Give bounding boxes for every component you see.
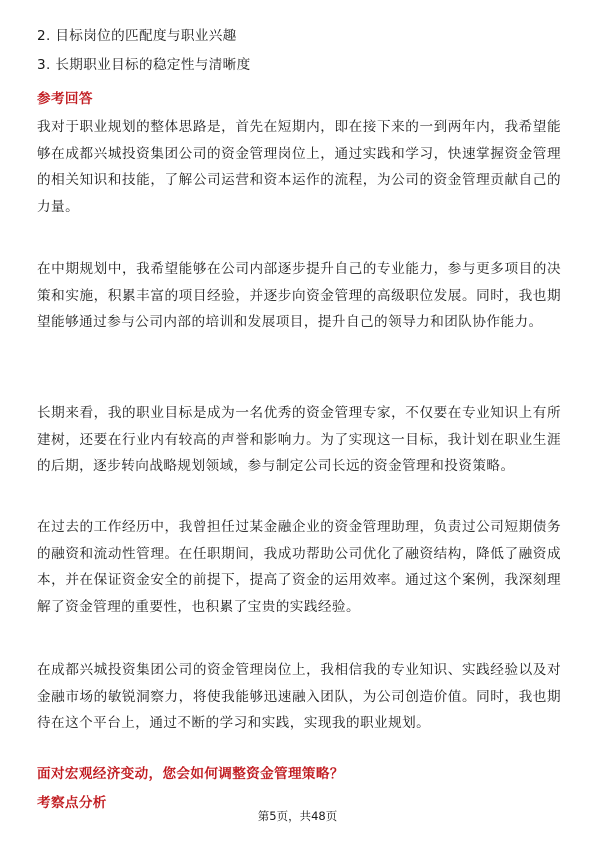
answer-paragraph-conclusion: 在成都兴城投资集团公司的资金管理岗位上，我相信我的专业知识、实践经验以及对金融市场的敏锐洞察力，将使我能够迅速融入团队，为公司创造价值。同时，我也期待在这个平台上，通过不断的学习和实践，实现我的职业规划。 xyxy=(37,662,561,731)
list-item-matching: 2. 目标岗位的匹配度与职业兴趣 xyxy=(37,28,237,44)
answer-paragraph-long-term: 长期来看，我的职业目标是成为一名优秀的资金管理专家，不仅要在专业知识上有所建树，还要在行业内有较高的声誉和影响力。为了实现这一目标，我计划在职业生涯的后期，逐步转向战略规划领域，参与制定公司长远的资金管理和投资策略。 xyxy=(37,405,561,474)
analysis-heading: 考察点分析 xyxy=(37,795,107,811)
next-question-heading: 面对宏观经济变动，您会如何调整资金管理策略？ xyxy=(37,766,344,782)
reference-answer-heading: 参考回答 xyxy=(37,91,93,107)
list-item-stability: 3. 长期职业目标的稳定性与清晰度 xyxy=(37,57,251,73)
page-footer: 第5页，共48页 xyxy=(257,809,338,823)
answer-paragraph-short-term: 我对于职业规划的整体思路是，首先在短期内，即在接下来的一到两年内，我希望能够在成都兴城投资集团公司的资金管理岗位上，通过实践和学习，快速掌握资金管理的相关知识和技能，了解公司运营和资本运作的流程，为公司的资金管理贡献自己的力量。 xyxy=(37,119,561,215)
answer-paragraph-mid-term: 在中期规划中，我希望能够在公司内部逐步提升自己的专业能力，参与更多项目的决策和实施，积累丰富的项目经验，并逐步向资金管理的高级职位发展。同时，我也期望能够通过参与公司内部的培训和发展项目，提升自己的领导力和团队协作能力。 xyxy=(37,261,561,330)
answer-paragraph-experience: 在过去的工作经历中，我曾担任过某金融企业的资金管理助理，负责过公司短期债务的融资和流动性管理。在任职期间，我成功帮助公司优化了融资结构，降低了融资成本，并在保证资金安全的前提下，提高了资金的运用效率。通过这个案例，我深刻理解了资金管理的重要性，也积累了宝贵的实践经验。 xyxy=(37,519,561,615)
